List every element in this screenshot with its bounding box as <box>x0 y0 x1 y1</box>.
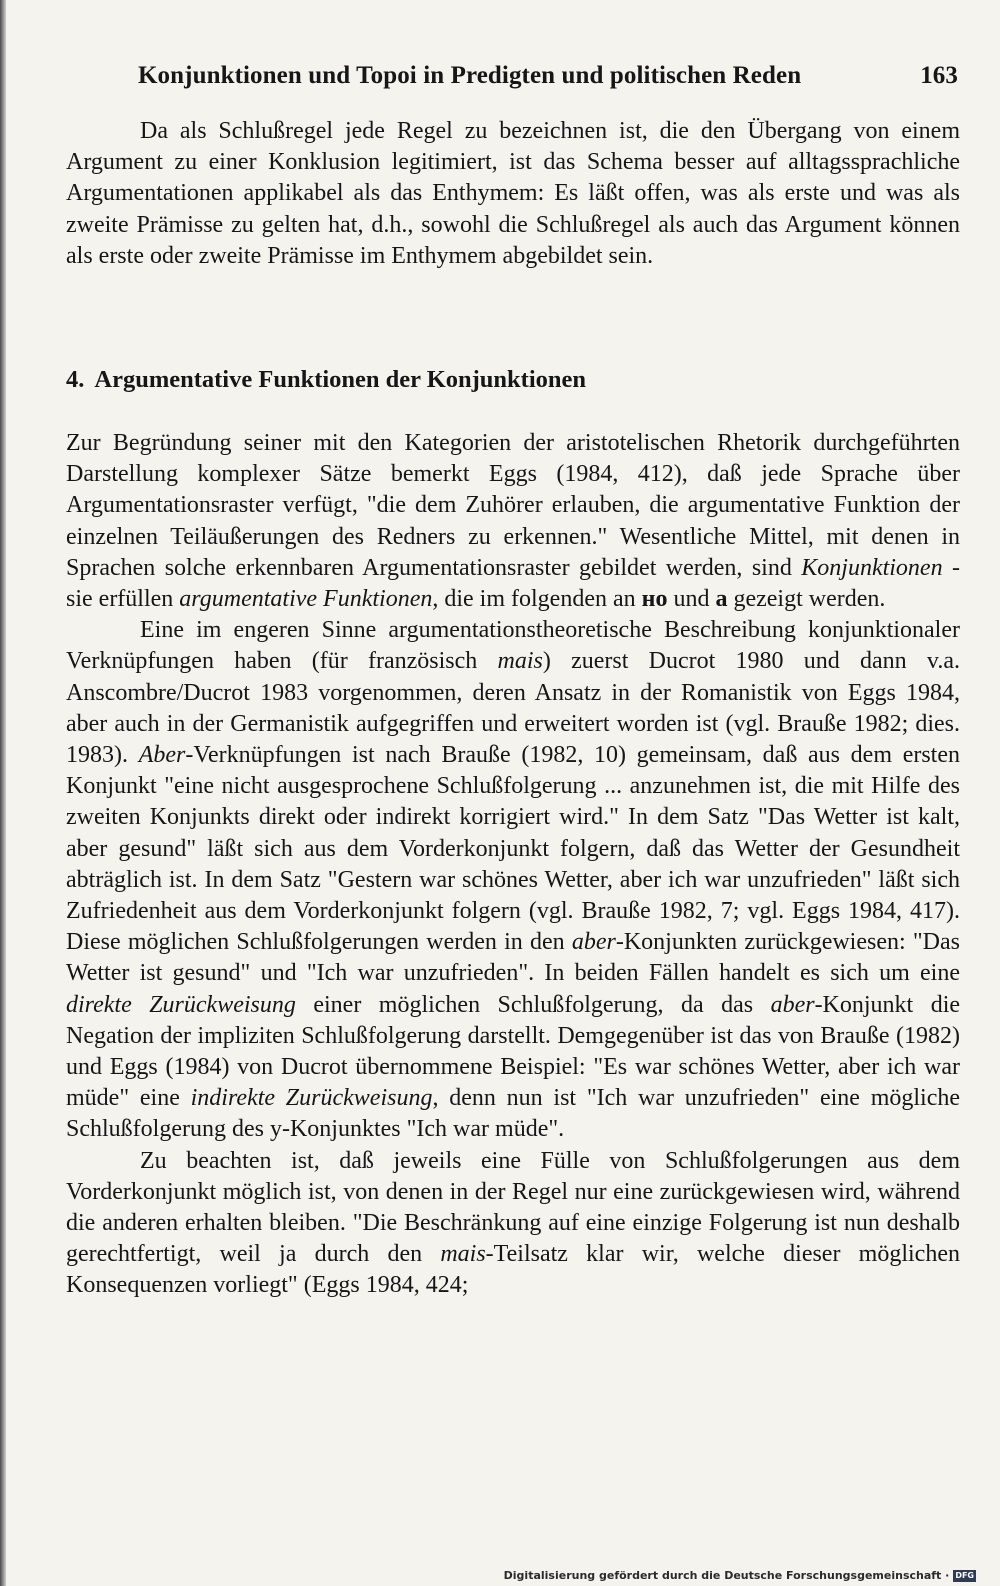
p2-text-g: , denn nun ist "Ich war unzufrieden" eine mögliche Schlußfolgerung des y-Konjunktes "Ich war müde". <box>66 1085 961 1143</box>
paragraph-2 <box>66 615 960 1145</box>
p1-cyrillic-a: а <box>715 586 728 613</box>
footer-credit: Digitalisierung gefördert durch die Deutsche Forschungsgemeinschaft · <box>503 1569 950 1582</box>
intro-block <box>66 116 960 272</box>
p1-text-d: und <box>667 586 716 613</box>
p2-text-a: Eine im engeren Sinne argumentationstheoretische Beschreibung konjunktionaler Verknüpfungen haben (für französisch <box>66 617 960 675</box>
p2-em-aber-3: aber <box>770 991 815 1018</box>
page-number: 163 <box>920 62 958 89</box>
p1-cyrillic-no: но <box>641 586 668 613</box>
p1-text-a: Zur Begründung seiner mit den Kategorien der aristotelischen Rhetorik durchgeführten Darstellung komplexer Sätze bemerkt Eggs (1984, 412), daß jede Sprache über Argumentationsraster verfügt, "die dem Zuhörer erlauben, die argumentative Funktion der einzelnen Teiläußerungen des Redners zu erkennen." Wesentliche Mittel, mit denen in Sprachen solche erkennbaren Argumentationsraster gebildet werden, sind <box>66 430 960 581</box>
scan-edge <box>0 0 6 1586</box>
p3-text-b: -Teilsatz klar wir, welche dieser möglichen Konsequenzen vorliegt" (Eggs 1984, 424; <box>66 1241 960 1299</box>
p1-text-e: gezeigt werden. <box>727 586 886 613</box>
running-head-title: Konjunktionen und Topoi in Predigten und politischen Reden <box>138 62 802 89</box>
digitization-footer <box>504 1569 976 1582</box>
section-heading <box>66 366 586 394</box>
section-number: 4. <box>66 366 85 393</box>
p1-text-b: - sie erfüllen <box>66 554 961 613</box>
dfg-logo: DFG <box>955 1570 974 1580</box>
p2-text-b: ) zuerst Ducrot 1980 und dann v.a. Anscombre/Ducrot 1983 vorgenommen, deren Ansatz in der Romanistik von Eggs 1984, aber auch in der Germanistik aufgegriffen und erweitert worden ist (vgl. Braußе 1982; dies. 1983). <box>66 648 961 769</box>
p2-text-e: einer möglichen Schlußfolgerung, da das <box>295 991 771 1018</box>
p2-text-d: -Konjunkten zurückgewiesen: "Das Wetter ist gesund" und "Ich war unzufrieden". In beiden Fällen handelt es sich um eine <box>66 929 960 987</box>
p3-text-a: Zu beachten ist, daß jeweils eine Fülle von Schlußfolgerungen aus dem Vorderkonjunkt möglich ist, von denen in der Regel nur eine zurückgewiesen wird, während die anderen erhalten bleiben. "Die Beschränkung auf eine einzige Folgerung ist nun deshalb gerechtfertigt, weil ja durch den <box>66 1147 960 1268</box>
p1-text-c: , die im folgenden an <box>432 586 642 613</box>
p2-em-indirekte: indirekte Zurückweisung <box>190 1085 433 1112</box>
intro-paragraph <box>66 116 960 272</box>
paragraph-3 <box>66 1146 960 1302</box>
section-body <box>66 428 960 1302</box>
p1-em-funktionen: argumentative Funktionen <box>179 586 433 613</box>
p2-text-c: -Verknüpfungen ist nach Brauße (1982, 10) gemeinsam, daß aus dem ersten Konjunkt "eine nicht ausgesprochene Schlußfolgerung ... anzunehmen ist, die mit Hilfe des zweiten Konjunkts direkt oder indirekt korrigiert wird." In dem Satz "Das Wetter ist kalt, aber gesund" läßt sich aus dem Vorderkonjunkt folgern, daß das Wetter der Gesundheit abträglich ist. In dem Satz "Gestern war schönes Wetter, aber ich war unzufrieden" läßt sich Zufriedenheit aus dem Vorderkonjunkt folgern (vgl. Brauße 1982, 7; vgl. Eggs 1984, 417). Diese möglichen Schlußfolgerungen werden in den <box>66 742 960 956</box>
intro-text: Da als Schlußregel jede Regel zu bezeichnen ist, die den Übergang von einem Argument zu einer Konklusion legitimiert, ist das Schema besser auf alltagssprachliche Argumentationen applikabel als das Enthymem: Es läßt offen, was als erste und was als zweite Prämisse zu gelten hat, d.h., sowohl die Schlußregel als auch das Argument können als erste oder zweite Prämisse im Enthymem abgebildet sein. <box>66 118 960 269</box>
p2-text-f: -Konjunkt die Negation der impliziten Schlußfolgerung darstellt. Demgegenüber ist das von Brauße (1982) und Eggs (1984) von Ducrot übernommene Beispiel: "Es war schönes Wetter, aber ich war müde" eine <box>66 991 961 1112</box>
p2-em-aber-2: aber <box>571 929 616 956</box>
p3-em-mais: mais <box>440 1241 486 1268</box>
p1-em-konjunktionen: Konjunktionen <box>801 554 943 581</box>
p2-em-aber-1: Aber <box>138 742 186 769</box>
paragraph-1 <box>66 428 960 615</box>
p2-em-direkte: direkte Zurückweisung <box>66 991 296 1018</box>
p2-em-mais: mais <box>497 648 543 675</box>
section-title: Argumentative Funktionen der Konjunktionen <box>94 366 587 393</box>
